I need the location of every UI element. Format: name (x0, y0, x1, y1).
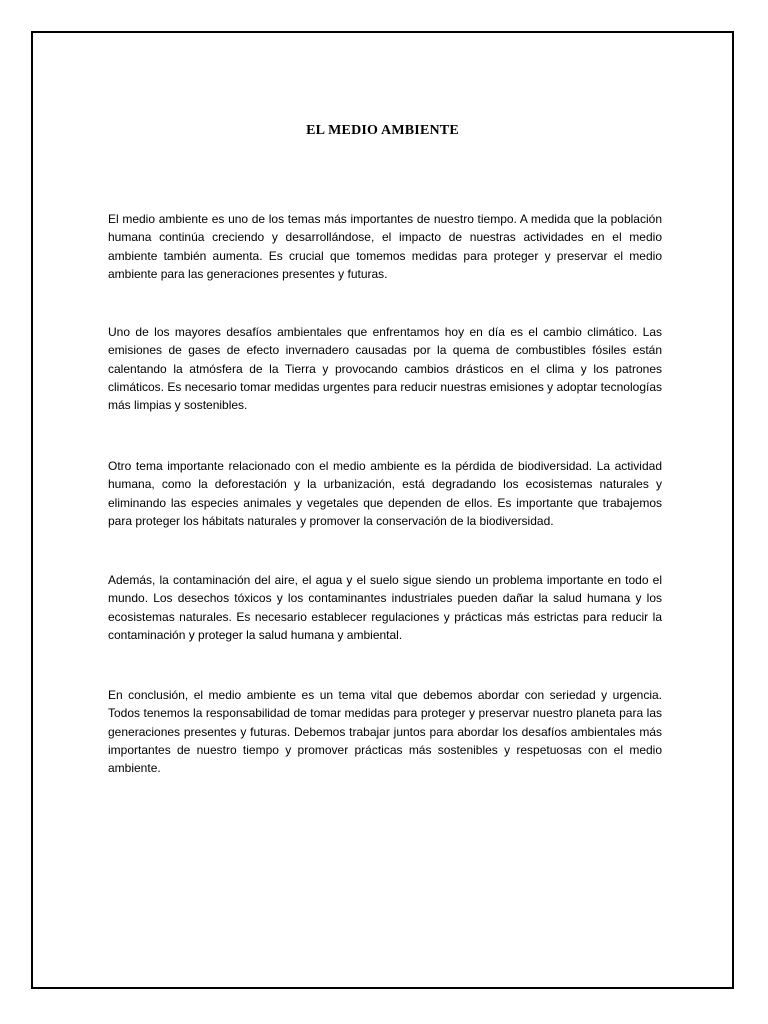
paragraph-conclusion: En conclusión, el medio ambiente es un tema vital que debemos abordar con seriedad y urgencia. Todos tenemos la responsabilidad de tomar medidas para proteger y preservar nuestro planeta para las generaciones presentes y futuras. Debemos trabajar juntos para abordar los desafíos ambientales más importantes de nuestro tiempo y promover prácticas más sostenibles y respetuosas con el medio ambiente. (108, 688, 662, 776)
document-page (31, 31, 734, 989)
paragraph-biodiversity: Otro tema importante relacionado con el medio ambiente es la pérdida de biodiversidad. La actividad humana, como la deforestación y la urbanización, está degradando los ecosistemas naturales y eliminando las especies animales y vegetales que dependen de ellos. Es importante que trabajemos para proteger los hábitats naturales y promover la conservación de la biodiversidad. (108, 459, 662, 528)
paragraph-pollution: Además, la contaminación del aire, el agua y el suelo sigue siendo un problema importante en todo el mundo. Los desechos tóxicos y los contaminantes industriales pueden dañar la salud humana y los ecosistemas naturales. Es necesario establecer regulaciones y prácticas más estrictas para reducir la contaminación y proteger la salud humana y ambiental. (108, 573, 662, 642)
document-title: EL MEDIO AMBIENTE (306, 123, 459, 138)
paragraph-climate-change: Uno de los mayores desafíos ambientales que enfrentamos hoy en día es el cambio climático. Las emisiones de gases de efecto invernadero causadas por la quema de combustibles fósiles están calentando la atmósfera de la Tierra y provocando cambios drásticos en el clima y los patrones climáticos. Es necesario tomar medidas urgentes para reducir nuestras emisiones y adoptar tecnologías más limpias y sostenibles. (108, 325, 662, 413)
paragraph-introduction: El medio ambiente es uno de los temas más importantes de nuestro tiempo. A medida que la población humana continúa creciendo y desarrollándose, el impacto de nuestras actividades en el medio ambiente también aumenta. Es crucial que tomemos medidas para proteger y preservar el medio ambiente para las generaciones presentes y futuras. (108, 212, 662, 281)
